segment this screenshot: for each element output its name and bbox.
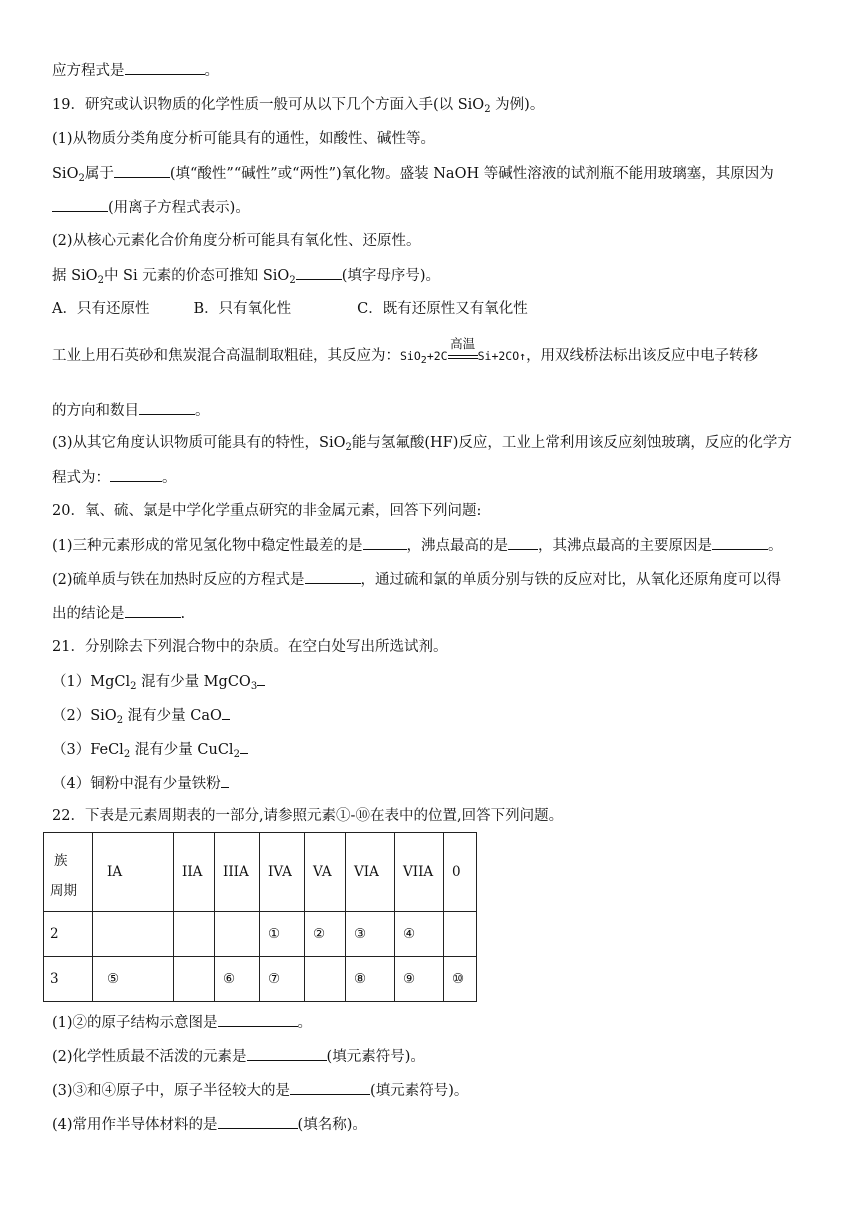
option-b: B．只有氧化性 [193,301,292,317]
question-19-title: 19．研究或认识物质的化学性质一般可从以下几个方面入手(以 SiO$_2$ 为例)。 [52,97,545,115]
answer-blank [257,671,265,686]
q22-part4: (4)常用作半导体材料的是 (填名称)。 [52,1114,367,1135]
group-header: IIIA [215,833,260,912]
q22-part1: (1)②的原子结构示意图是 。 [52,1012,312,1033]
answer-blank [125,603,181,618]
equilibrium-sign: 高温 [448,350,478,364]
q21-item3: （3）FeCl$_2$ 混有少量 CuCl$_2$ [52,739,248,760]
q22-part2: (2)化学性质最不活泼的元素是 (填元素符号)。 [52,1046,425,1067]
group-header: 0 [444,833,477,912]
text-line-continuation: 应方程式是 。 [52,60,219,81]
q19-reaction-line: 工业上用石英砂和焦炭混合高温制取粗硅，其反应为：SiO$_2$+2C 高温 Si+2CO↑，用双线桥法标出该反应中电子转移 [52,335,759,366]
table-header-row [44,833,477,912]
table-cell: ① [260,912,305,957]
answer-blank [296,265,342,280]
answer-blank [305,569,361,584]
q19-part1-heading: (1)从物质分类角度分析可能具有的通性，如酸性、碱性等。 [52,131,436,147]
table-cell: ⑨ [395,957,444,1002]
group-header: VIA [346,833,395,912]
group-header: VA [305,833,346,912]
q21-item4: （4）铜粉中混有少量铁粉 [52,773,229,794]
q19-options [52,299,528,319]
answer-blank [52,197,108,212]
group-header: IVA [260,833,305,912]
q20-part1: (1)三种元素形成的常见氢化物中稳定性最差的是 ，沸点最高的是 ，其沸点最高的主要原因是 。 [52,535,783,556]
table-cell [174,957,215,1002]
q20-part2: (2)硫单质与铁在加热时反应的方程式是 ，通过硫和氯的单质分别与铁的反应对比，从氧化还原角度可以得 [52,569,781,590]
table-cell [444,912,477,957]
periodic-table-excerpt [43,832,477,1002]
q19-part3: (3)从其它角度认识物质可能具有的特性，SiO$_2$能与氢氟酸(HF)反应，工业上常利用该反应刻蚀玻璃，反应的化学方 [52,435,792,453]
table-corner-cell: 族 周期 [44,833,93,912]
answer-blank [218,1114,298,1129]
q19-part1-question: SiO$_2$属于 (填“酸性”“碱性”或“两性”)氧化物。盛装 NaOH 等碱性溶液的试剂瓶不能用玻璃塞，其原因为 [52,163,774,184]
answer-blank [218,1012,298,1027]
question-20-title: 20．氧、硫、氯是中学化学重点研究的非金属元素，回答下列问题: [52,503,482,519]
answer-blank [139,400,195,415]
table-cell [174,912,215,957]
q21-item1: （1）MgCl$_2$ 混有少量 MgCO$_3$ [52,671,265,692]
q19-part2-question: 据 SiO$_2$中 Si 元素的价态可推知 SiO$_2$ (填字母序号)。 [52,265,440,286]
table-cell: ② [305,912,346,957]
period-cell: 3 [44,957,93,1002]
question-21-title: 21．分别除去下列混合物中的杂质。在空白处写出所选试剂。 [52,639,448,655]
answer-blank [125,60,205,75]
table-cell: ④ [395,912,444,957]
q21-item2: （2）SiO$_2$ 混有少量 CaO [52,705,230,726]
table-cell: ⑤ [93,957,174,1002]
table-row [44,912,477,957]
table-cell: ⑧ [346,957,395,1002]
answer-blank [114,163,170,178]
reaction-equation: SiO$_2$+2C 高温 Si+2CO↑ [400,335,527,366]
period-cell: 2 [44,912,93,957]
q20-part2-continuation: 出的结论是 . [52,603,185,624]
q22-part3: (3)③和④原子中，原子半径较大的是 (填元素符号)。 [52,1080,468,1101]
table-cell: ⑩ [444,957,477,1002]
answer-blank [290,1080,370,1095]
answer-blank [363,535,407,550]
q19-part1-continuation: (用离子方程式表示)。 [52,197,250,218]
table-cell [93,912,174,957]
q19-reaction-continuation: 的方向和数目 。 [52,400,210,421]
question-22-title: 22．下表是元素周期表的一部分,请参照元素①-⑩在表中的位置,回答下列问题。 [52,808,564,824]
option-c: C．既有还原性又有氧化性 [357,301,528,317]
table-row [44,957,477,1002]
answer-blank [508,535,538,550]
answer-blank [110,467,162,482]
q19-part2-heading: (2)从核心元素化合价角度分析可能具有氧化性、还原性。 [52,233,421,249]
option-a: A．只有还原性 [52,301,150,317]
group-header: IIA [174,833,215,912]
answer-blank [222,705,230,720]
answer-blank [247,1046,327,1061]
answer-blank [712,535,768,550]
answer-blank [221,773,229,788]
table-cell: ⑥ [215,957,260,1002]
table-cell [305,957,346,1002]
table-cell: ③ [346,912,395,957]
table-cell [215,912,260,957]
table-cell: ⑦ [260,957,305,1002]
group-header: ⅠA [93,833,174,912]
answer-blank [240,739,248,754]
group-header: VIIA [395,833,444,912]
q19-part3-continuation: 程式为： 。 [52,467,177,488]
